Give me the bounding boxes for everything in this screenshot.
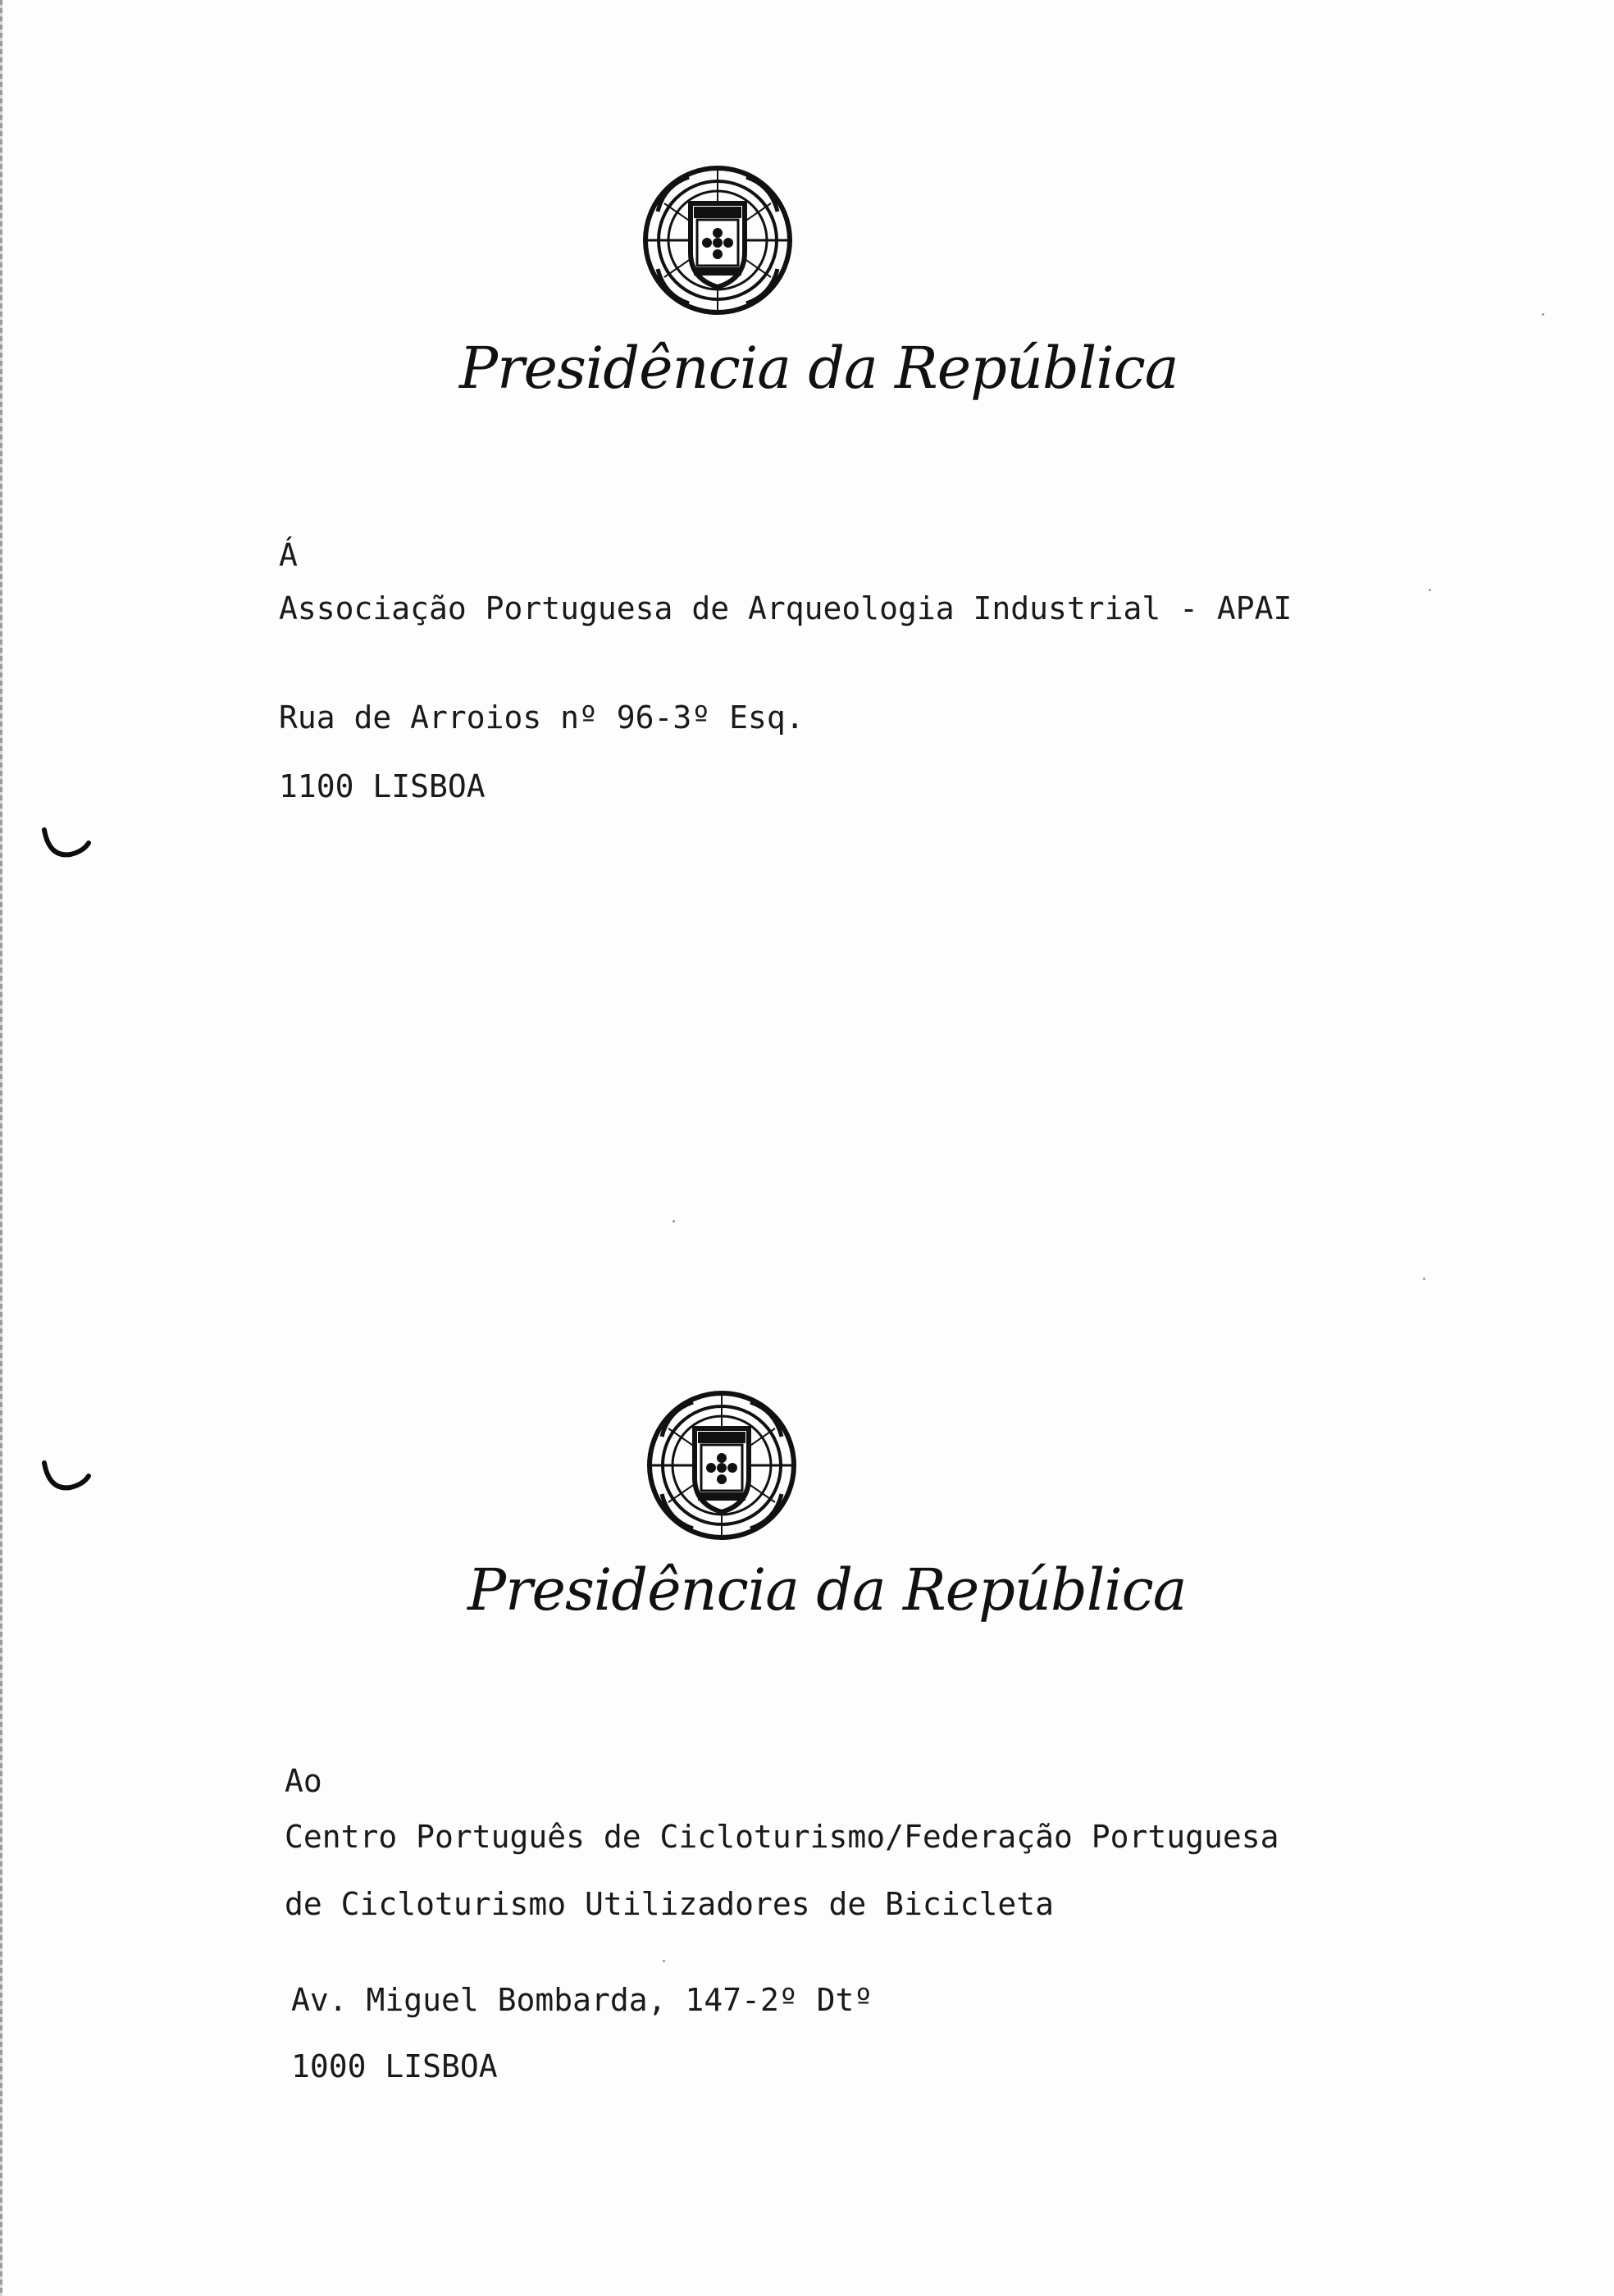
street-address: Av. Miguel Bombarda, 147-2º Dtº: [291, 1982, 873, 2018]
letterhead-title: Presidência da República: [467, 1556, 1187, 1624]
salutation: Ao: [285, 1763, 322, 1799]
punch-hole-mark-icon: [41, 1460, 92, 1492]
scan-speck: [1542, 313, 1544, 316]
scan-edge-line: [0, 0, 2, 2296]
recipient-name-line-1: Centro Português de Cicloturismo/Federação Portuguesa: [285, 1819, 1279, 1855]
recipient-name: Associação Portuguesa de Arqueologia Industrial - APAI: [279, 590, 1293, 626]
street-address: Rua de Arroios nº 96-3º Esq.: [279, 699, 805, 736]
scan-speck: [672, 1220, 675, 1223]
portuguese-coat-of-arms-icon: [640, 162, 796, 318]
postal-city: 1000 LISBOA: [291, 2048, 498, 2084]
letterhead-title: Presidência da República: [459, 335, 1179, 402]
scan-speck: [663, 1960, 665, 1962]
punch-hole-mark-icon: [41, 827, 92, 859]
salutation: Á: [279, 537, 298, 573]
scan-speck: [1429, 589, 1431, 591]
postal-city: 1100 LISBOA: [279, 768, 486, 804]
scan-speck: [1423, 1278, 1425, 1280]
portuguese-coat-of-arms-icon: [644, 1387, 800, 1543]
recipient-name-line-2: de Cicloturismo Utilizadores de Bicicleta: [285, 1886, 1054, 1922]
